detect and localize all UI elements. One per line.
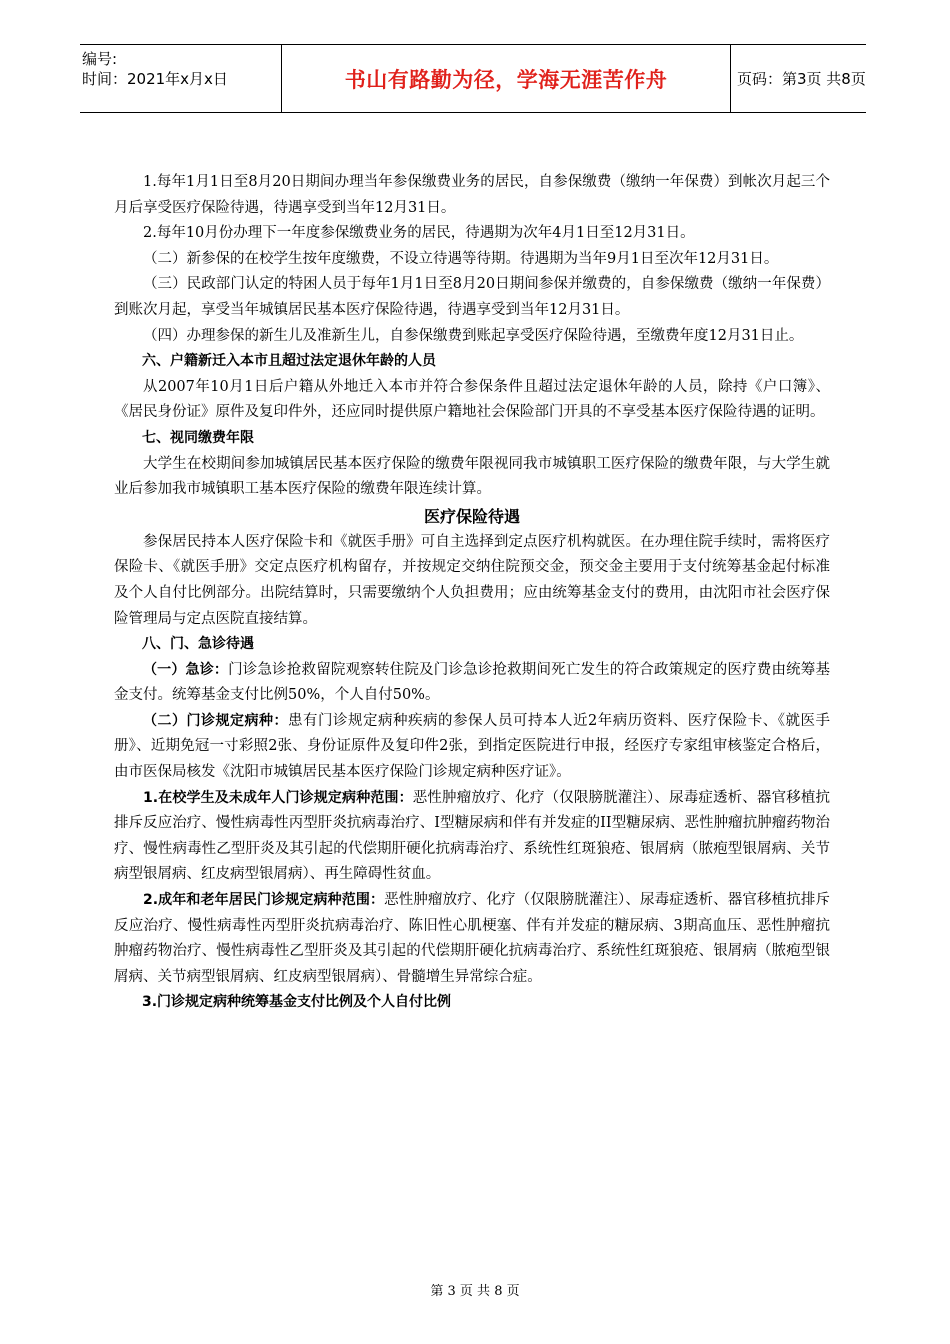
header-page-cell <box>731 45 866 112</box>
paragraph: （二）新参保的在校学生按年度缴费，不设立待遇等待期。待遇期为当年9月1日至次年12月31日。 <box>143 250 779 267</box>
paragraph-text: 恶性肿瘤放疗、化疗（仅限膀胱灌注）、尿毒症透析、器官移植抗排斥反应治疗、慢性病毒性丙型肝炎抗病毒治疗、陈旧性心肌梗塞、伴有并发症的糖尿病、3期高血压、恶性肿瘤抗肿瘤药物治疗、慢性病毒性乙型肝炎及其引起的代偿期肝硬化抗病毒治疗、系统性红斑狼疮、银屑病（脓疱型银屑病、关节病型银屑病、红皮病型银屑病）、骨髓增生异常综合症。 <box>114 892 831 985</box>
section-heading: 六、户籍新迁入本市且超过法定退休年龄的人员 <box>142 353 436 370</box>
inline-label: 1.在校学生及未成年人门诊规定病种范围： <box>143 789 413 806</box>
paragraph-text: 恶性肿瘤放疗、化疗（仅限膀胱灌注）、尿毒症透析、器官移植抗排斥反应治疗、慢性病毒性丙型肝炎抗病毒治疗、I型糖尿病和伴有并发症的II型糖尿病、恶性肿瘤抗肿瘤药物治疗、慢性病毒性乙型肝炎及其引起的代偿期肝硬化抗病毒治疗、系统性红斑狼疮、银屑病（脓疱型银屑病、关节病型银屑病、红皮病型银屑病）、再生障碍性贫血。 <box>114 789 830 883</box>
paragraph-text: 患有门诊规定病种疾病的参保人员可持本人近2年病历资料、医疗保险卡、《就医手册》、近期免冠一寸彩照2张、身份证原件及复印件2张，到指定医院进行申报，经医疗专家组审核鉴定合格后，由市医保局核发《沈阳市城镇居民基本医疗保险门诊规定病种医疗证》。 <box>114 712 830 781</box>
inline-label: 2.成年和老年居民门诊规定病种范围： <box>143 892 385 909</box>
paragraph <box>114 888 830 990</box>
section-title: 医疗保险待遇 <box>423 506 520 526</box>
page-label: 页码：第3页 共8页 <box>737 70 866 88</box>
document-header <box>80 44 866 113</box>
paragraph: 参保居民持本人医疗保险卡和《就医手册》可自主选择到定点医疗机构就医。在办理住院手续时，需将医疗保险卡、《就医手册》交定点医疗机构留存，并按规定交纳住院预交金，预交金主要用于支付统筹基金起付标准及个人自付比例部分。出院结算时，只需要缴纳个人负担费用；应由统筹基金支付的费用，由沈阳市社会医疗保险管理局与定点医院直接结算。 <box>114 533 830 627</box>
inline-label: （二）门诊规定病种： <box>143 712 289 729</box>
paragraph: 2.每年10月份办理下一年度参保缴费业务的居民，待遇期为次年4月1日至12月31日。 <box>143 225 695 242</box>
section-heading: 八、门、急诊待遇 <box>142 636 254 653</box>
paragraph <box>114 786 830 888</box>
paragraph: （四）办理参保的新生儿及准新生儿，自参保缴费到账起享受医疗保险待遇，至缴费年度12月31日止。 <box>143 327 804 344</box>
paragraph: 从2007年10月1日后户籍从外地迁入本市并符合参保条件且超过法定退休年龄的人员，除持《户口簿》、《居民身份证》原件及复印件外，还应同时提供原户籍地社会保险部门开具的不享受基本医疗保险待遇的证明。 <box>114 378 830 421</box>
paragraph <box>114 709 830 786</box>
inline-label: （一）急诊： <box>143 661 229 678</box>
motto: 书山有路勤为径，学海无涯苦作舟 <box>344 67 668 92</box>
paragraph: 大学生在校期间参加城镇居民基本医疗保险的缴费年限视同我市城镇职工医疗保险的缴费年限，与大学生就业后参加我市城镇职工基本医疗保险的缴费年限连续计算。 <box>114 455 830 498</box>
paragraph: （三）民政部门认定的特困人员于每年1月1日至8月20日期间参保并缴费的，自参保缴费（缴纳一年保费）到账次月起，享受当年城镇居民基本医疗保险待遇，待遇享受到当年12月31日。 <box>114 276 830 318</box>
paragraph <box>114 658 830 709</box>
header-meta <box>80 45 282 112</box>
number-label: 编号: <box>82 50 118 68</box>
paragraph: 1.每年1月1日至8月20日期间办理当年参保缴费业务的居民，自参保缴费（缴纳一年保费）到帐次月起三个月后享受医疗保险待遇，待遇享受到当年12月31日。 <box>114 174 830 216</box>
time-label: 时间：2021年x月x日 <box>82 70 228 88</box>
section-heading: 七、视同缴费年限 <box>142 429 254 446</box>
page-footer: 第 3 页 共 8 页 <box>430 1284 520 1299</box>
header-motto-cell <box>282 45 731 112</box>
section-heading: 3.门诊规定病种统筹基金支付比例及个人自付比例 <box>142 994 452 1011</box>
paragraph-text: 门诊急诊抢救留院观察转住院及门诊急诊抢救期间死亡发生的符合政策规定的医疗费由统筹基金支付。统筹基金支付比例50%，个人自付50%。 <box>114 661 830 704</box>
document-body <box>114 170 830 1016</box>
